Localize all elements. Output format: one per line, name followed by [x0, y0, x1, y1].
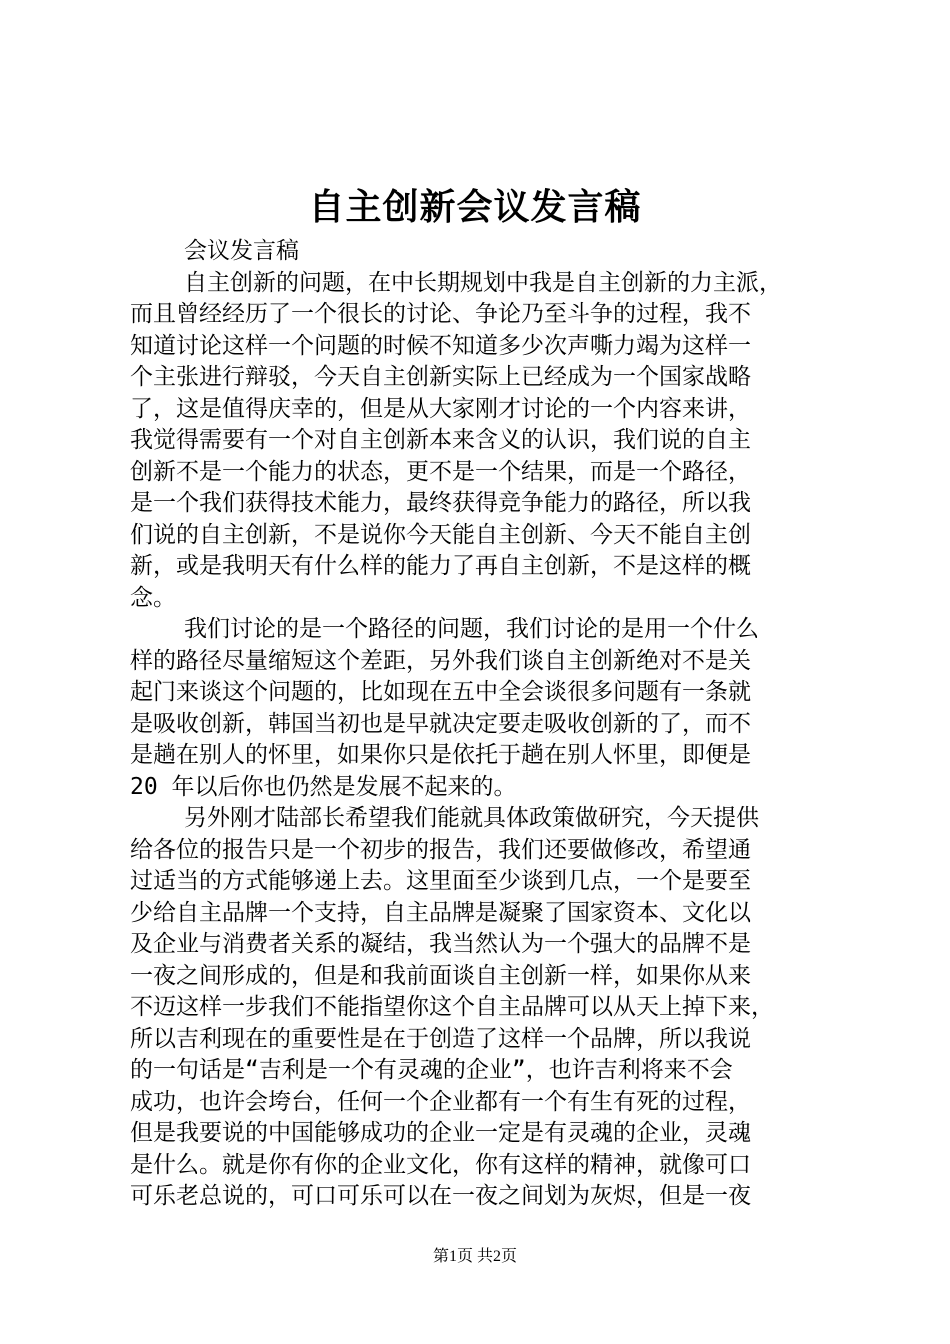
- paragraph-line: 及企业与消费者关系的凝结，我当然认为一个强大的品牌不是: [130, 931, 751, 957]
- paragraph-line: 给各位的报告只是一个初步的报告，我们还要做修改，希望通: [130, 836, 751, 863]
- paragraph-line: 我们讨论的是一个路径的问题，我们讨论的是用一个什么: [184, 616, 759, 642]
- paragraph-line: 个主张进行辩驳，今天自主创新实际上已经成为一个国家战略: [130, 364, 751, 390]
- paragraph-line: 可乐老总说的，可口可乐可以在一夜之间划为灰烬，但是一夜: [130, 1183, 751, 1209]
- paragraph-line: 过适当的方式能够递上去。这里面至少谈到几点，一个是要至: [130, 868, 751, 894]
- paragraph-line: 了，这是值得庆幸的，但是从大家刚才讨论的一个内容来讲，: [130, 395, 751, 422]
- paragraph-line: 的一句话是“吉利是一个有灵魂的企业”，也许吉利将来不会: [130, 1057, 733, 1083]
- paragraph-line: 起门来谈这个问题的，比如现在五中全会谈很多问题有一条就: [130, 679, 751, 705]
- paragraph-line: 另外刚才陆部长希望我们能就具体政策做研究，今天提供: [184, 805, 759, 831]
- document-body: [130, 236, 832, 1213]
- paragraph-line: 是吸收创新，韩国当初也是早就决定要走吸收创新的了，而不: [130, 710, 751, 737]
- paragraph-line: 新，或是我明天有什么样的能力了再自主创新，不是这样的概: [130, 553, 751, 579]
- paragraph-line: 少给自主品牌一个支持，自主品牌是凝聚了国家资本、文化以: [130, 899, 751, 926]
- paragraph-line: 一夜之间形成的，但是和我前面谈自主创新一样，如果你从来: [130, 962, 751, 989]
- paragraph-line: 而且曾经经历了一个很长的讨论、争论乃至斗争的过程，我不: [130, 301, 751, 327]
- paragraph-line: 样的路径尽量缩短这个差距，另外我们谈自主创新绝对不是关: [130, 647, 751, 674]
- paragraph-line: 所以吉利现在的重要性是在于创造了这样一个品牌，所以我说: [130, 1025, 751, 1052]
- paragraph-line: 们说的自主创新，不是说你今天能自主创新、今天不能自主创: [130, 521, 751, 548]
- paragraph: [130, 236, 832, 268]
- paragraph-line: 自主创新的问题，在中长期规划中我是自主创新的力主派，: [184, 269, 782, 296]
- paragraph-line: 知道讨论这样一个问题的时候不知道多少次声嘶力竭为这样一: [130, 332, 751, 359]
- paragraph-line: 不迈这样一步我们不能指望你这个自主品牌可以从天上掉下来，: [130, 994, 774, 1020]
- paragraph: [130, 268, 832, 615]
- paragraph: [130, 803, 832, 1213]
- paragraph-line: 会议发言稿: [184, 238, 299, 264]
- paragraph-line: 20 年以后你也仍然是发展不起来的。: [130, 773, 517, 800]
- paragraph-line: 但是我要说的中国能够成功的企业一定是有灵魂的企业，灵魂: [130, 1120, 751, 1146]
- document-title: 自主创新会议发言稿: [308, 186, 642, 228]
- page-footer: 第1页 共2页: [432, 1248, 517, 1265]
- paragraph-line: 是趟在别人的怀里，如果你只是依托于趟在别人怀里，即便是: [130, 742, 751, 768]
- paragraph-line: 念。: [130, 584, 176, 611]
- paragraph-line: 成功，也许会垮台，任何一个企业都有一个有生有死的过程，: [130, 1088, 751, 1115]
- paragraph: [130, 614, 832, 803]
- paragraph-line: 我觉得需要有一个对自主创新本来含义的认识，我们说的自主: [130, 427, 751, 453]
- paragraph-line: 是一个我们获得技术能力，最终获得竞争能力的路径，所以我: [130, 490, 751, 516]
- paragraph-line: 创新不是一个能力的状态，更不是一个结果，而是一个路径，: [130, 458, 751, 485]
- paragraph-line: 是什么。就是你有你的企业文化，你有这样的精神，就像可口: [130, 1151, 751, 1178]
